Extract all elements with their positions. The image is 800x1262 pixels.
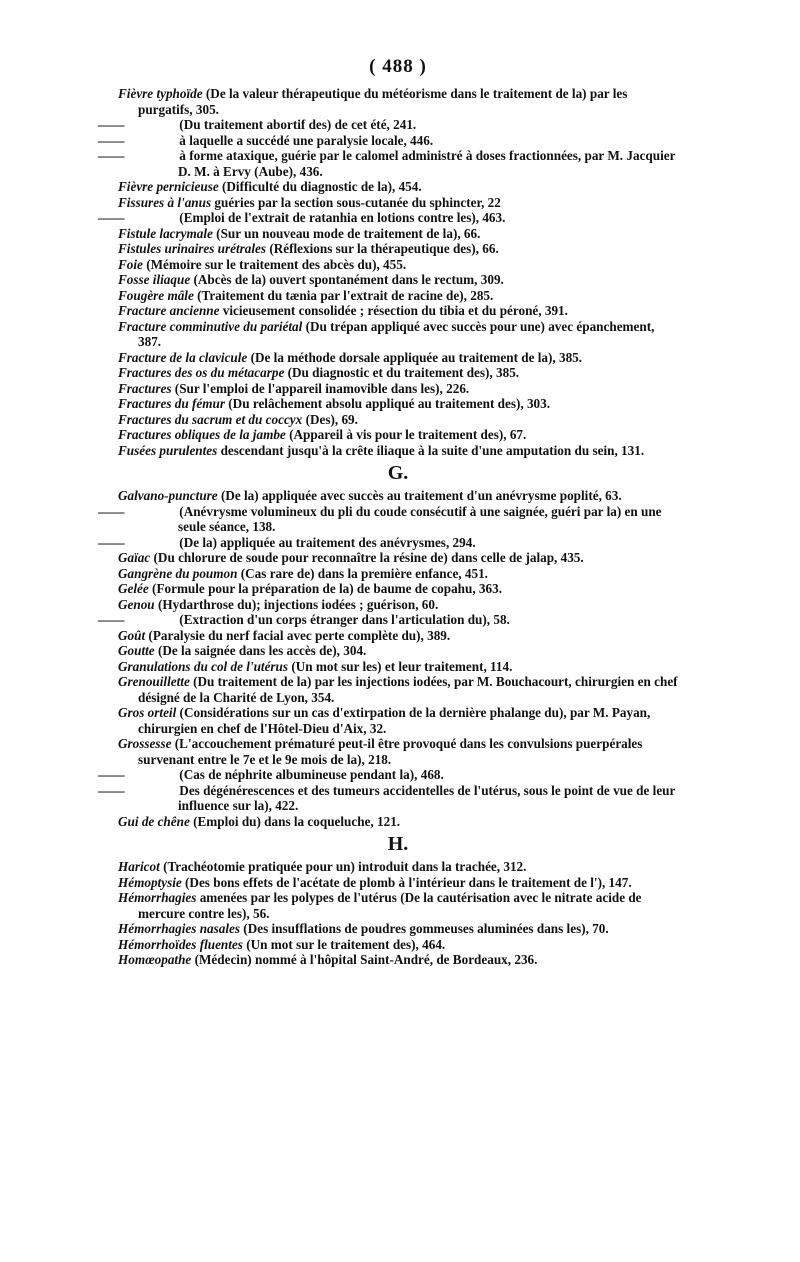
index-entry <box>118 303 678 319</box>
entry-term: Gros orteil <box>118 705 177 720</box>
index-entry <box>118 257 678 273</box>
entry-term: Fractures obliques de la jambe <box>118 427 286 442</box>
continuation-dash: —— <box>98 782 125 798</box>
entry-term: Genou <box>118 596 155 612</box>
index-entry <box>118 890 678 921</box>
entry-text: (Anévrysme volumineux du pli du coude consécutif à une saignée, guéri par la) en une seule séance, 138. <box>178 503 662 534</box>
entry-text: (Du relâchement absolu appliqué au traitement des), 303. <box>228 396 551 411</box>
index-entry <box>98 503 678 535</box>
entry-term: Hémoptysie <box>118 874 182 890</box>
index-entry <box>118 412 678 428</box>
index-entry <box>118 674 678 705</box>
index-entry <box>118 226 678 242</box>
entry-term: Gangrène du poumon <box>118 565 238 581</box>
entry-term: Fractures <box>118 380 172 396</box>
entry-text: (Du trépan appliqué avec succès pour une) avec épanchement, 387. <box>138 318 655 349</box>
index-entry <box>98 534 678 551</box>
entry-text: (Paralysie du nerf facial avec perte complète du), 389. <box>148 627 451 643</box>
index-entry <box>98 148 678 179</box>
index-entry <box>118 427 678 443</box>
entry-term: Grenouillette <box>118 674 190 689</box>
entry-text: (Des bons effets de l'acétate de plomb à l'intérieur dans le traitement de l'), 147. <box>185 874 632 890</box>
index-entry <box>118 195 678 211</box>
index-entry <box>98 210 678 226</box>
index-entry <box>98 767 678 783</box>
index-entry <box>118 566 678 582</box>
index-entry <box>118 736 678 767</box>
index-entry <box>118 272 678 288</box>
index-entry <box>118 241 678 257</box>
entry-term: Gelée <box>118 581 149 596</box>
index-entry <box>118 952 678 968</box>
entry-term: Fissures à l'anus <box>118 194 212 210</box>
entry-text: (Un mot sur les) et leur traitement, 114. <box>291 658 513 674</box>
index-entry <box>118 488 678 504</box>
entry-term: Hémorrhoïdes fluentes <box>118 936 243 952</box>
continuation-dash: —— <box>98 767 125 782</box>
index-entry <box>118 659 678 675</box>
entry-text: (Des insufflations de poudres gommeuses aluminées dans les), 70. <box>243 921 609 936</box>
section-letter: G. <box>387 462 409 484</box>
entry-text: (De la valeur thérapeutique du météorisme dans le traitement de la) par les purgatifs, 305. <box>138 86 628 117</box>
entry-text: (L'accouchement prématuré peut-il être provoqué dans les convulsions puerpérales survenant entre le 7e et le 9e mois de la), 218. <box>138 736 643 767</box>
entry-text: guéries par la section sous-cutanée du sphincter, 22 <box>214 194 501 210</box>
index-body <box>98 86 678 968</box>
entry-text: descendant jusqu'à la crête iliaque à la suite d'une amputation du sein, 131. <box>220 442 645 458</box>
index-entry <box>118 859 678 875</box>
entry-term: Fracture ancienne <box>118 303 220 318</box>
index-entry <box>118 875 678 891</box>
entry-text: (De la saignée dans les accès de), 304. <box>157 643 367 658</box>
continuation-dash: —— <box>98 117 125 132</box>
entry-term: Fièvre typhoïde <box>118 86 203 101</box>
continuation-dash: —— <box>98 148 125 163</box>
index-entry <box>118 581 678 597</box>
entry-text: (Emploi de l'extrait de ratanhia en lotions contre les), 463. <box>179 210 506 225</box>
entry-term: Fosse iliaque <box>118 272 191 287</box>
index-entry <box>118 550 678 566</box>
entry-term: Fractures du sacrum et du coccyx <box>118 411 303 427</box>
entry-text: Des dégénérescences et des tumeurs accidentelles de l'utérus, sous le point de vue de leur influence sur la), 422. <box>178 782 676 813</box>
entry-term: Homœopathe <box>118 952 192 967</box>
entry-term: Fracture de la clavicule <box>118 349 248 365</box>
entry-term: Fistules urinaires urétrales <box>118 241 267 256</box>
entry-term: Galvano-puncture <box>118 488 218 503</box>
entry-term: Goût <box>118 627 146 643</box>
entry-text: (Réflexions sur la thérapeutique des), 66. <box>269 241 499 256</box>
index-page <box>98 56 678 968</box>
entry-text: (Sur l'emploi de l'appareil inamovible dans les), 226. <box>174 380 470 396</box>
index-entry <box>118 937 678 953</box>
entry-text: (Trachéotomie pratiquée pour un) introduit dans la trachée, 312. <box>163 859 527 874</box>
entry-text: (Difficulté du diagnostic de la), 454. <box>222 179 422 194</box>
entry-term: Gaïac <box>118 550 151 565</box>
entry-term: Granulations du col de l'utérus <box>118 658 289 674</box>
index-entry <box>118 443 678 459</box>
entry-text: (Du diagnostic et du traitement des), 385. <box>287 365 520 380</box>
entry-term: Fièvre pernicieuse <box>118 179 219 194</box>
entry-term: Haricot <box>118 859 160 874</box>
index-entry <box>98 132 678 149</box>
entry-term: Fracture comminutive du pariétal <box>118 318 303 334</box>
entry-term: Fractures du fémur <box>118 396 225 411</box>
entry-term: Gui de chêne <box>118 813 190 829</box>
entry-text: (Appareil à vis pour le traitement des), 67. <box>289 427 527 442</box>
entry-text: (Des), 69. <box>305 411 358 427</box>
entry-term: Hémorrhagies nasales <box>118 921 240 936</box>
entry-text: (De la méthode dorsale appliquée au traitement de la), 385. <box>250 349 583 365</box>
entry-text: (Mémoire sur le traitement des abcès du), 455. <box>146 256 407 272</box>
entry-text: (Du chlorure de soude pour reconnaître la résine de) dans celle de jalap, 435. <box>153 550 584 565</box>
entry-term: Foie <box>118 256 143 272</box>
index-entry <box>118 921 678 937</box>
entry-term: Fusées purulentes <box>118 442 218 458</box>
entry-text: (Du traitement abortif des) de cet été, 241. <box>179 117 417 132</box>
entry-text: (Formule pour la préparation de la) de baume de copahu, 363. <box>152 581 503 596</box>
index-entry <box>118 319 678 350</box>
entry-text: (Un mot sur le traitement des), 464. <box>246 936 446 952</box>
entry-text: amenées par les polypes de l'utérus (De la cautérisation avec le nitrate acide de mercure contre les), 56. <box>138 890 642 921</box>
entry-text: (Du traitement de la) par les injections iodées, par M. Bouchacourt, chirurgien en chef désigné de la Charité de Lyon, 354. <box>138 674 678 705</box>
entry-text: (Cas rare de) dans la première enfance, 451. <box>240 565 488 581</box>
entry-term: Fractures des os du métacarpe <box>118 365 285 380</box>
entry-text: (Emploi du) dans la coqueluche, 121. <box>193 813 401 829</box>
section-letter: H. <box>387 833 409 855</box>
index-entry <box>118 396 678 412</box>
entry-text: (Médecin) nommé à l'hôpital Saint-André, de Bordeaux, 236. <box>194 952 538 967</box>
index-entry <box>118 705 678 736</box>
index-entry <box>118 86 678 117</box>
entry-text: vicieusement consolidée ; résection du tibia et du péroné, 391. <box>222 303 568 318</box>
index-entry <box>118 350 678 366</box>
entry-text: (Sur un nouveau mode de traitement de la), 66. <box>216 225 481 241</box>
entry-text: à forme ataxique, guérie par le calomel administré à doses fractionnées, par M. Jacquier D. M. à Ervy (Aube), 436. <box>178 148 676 179</box>
page-number: ( 488 ) <box>369 56 427 77</box>
entry-term: Grossesse <box>118 736 172 751</box>
entry-text: à laquelle a succédé une paralysie locale, 446. <box>179 132 434 148</box>
entry-term: Hémorrhagies <box>118 890 197 905</box>
index-entry <box>118 365 678 381</box>
entry-text: (Considérations sur un cas d'extirpation de la dernière phalange du), par M. Payan, chirurgien en chef de l'Hôtel-Dieu d'Aix, 32. <box>138 705 651 736</box>
continuation-dash: —— <box>98 210 125 225</box>
entry-term: Goutte <box>118 643 155 658</box>
index-entry <box>98 117 678 133</box>
entry-text: (Extraction d'un corps étranger dans l'articulation du), 58. <box>179 612 510 627</box>
index-entry <box>118 814 678 830</box>
index-entry <box>118 643 678 659</box>
index-entry <box>118 179 678 195</box>
continuation-dash: —— <box>98 534 125 550</box>
index-entry <box>98 612 678 628</box>
entry-text: (Hydarthrose du); injections iodées ; guérison, 60. <box>157 596 439 612</box>
continuation-dash: —— <box>98 132 125 148</box>
entry-text: (De la) appliquée au traitement des anévrysmes, 294. <box>179 534 476 550</box>
index-entry <box>118 597 678 613</box>
entry-text: (Abcès de la) ouvert spontanément dans le rectum, 309. <box>193 272 504 287</box>
index-entry <box>118 628 678 644</box>
entry-text: (De la) appliquée avec succès au traitement d'un anévrysme poplité, 63. <box>220 488 622 503</box>
continuation-dash: —— <box>98 503 125 519</box>
index-entry <box>118 288 678 304</box>
continuation-dash: —— <box>98 612 125 627</box>
entry-term: Fougère mâle <box>118 287 194 303</box>
entry-term: Fistule lacrymale <box>118 225 213 241</box>
entry-text: (Cas de néphrite albumineuse pendant la), 468. <box>179 767 444 782</box>
index-entry <box>118 381 678 397</box>
entry-text: (Traitement du tænia par l'extrait de racine de), 285. <box>197 287 494 303</box>
index-entry <box>98 782 678 814</box>
